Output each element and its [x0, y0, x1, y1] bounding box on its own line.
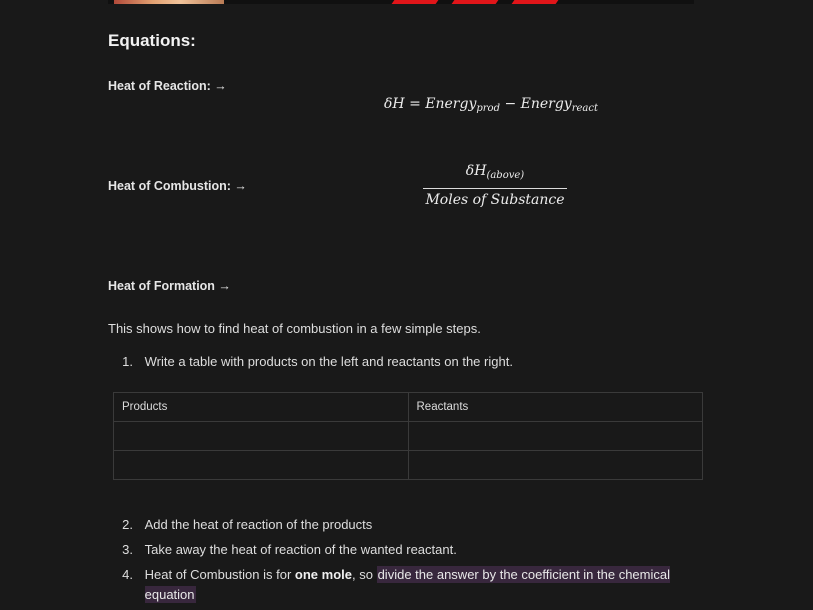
list-item [108, 352, 688, 372]
heat-of-combustion-fraction [420, 162, 570, 209]
banner-stripe [452, 0, 499, 4]
products-header[interactable]: Products [114, 393, 409, 422]
numerator-subscript: (above) [486, 170, 525, 181]
delta-h-symbol: δH [384, 96, 405, 112]
list-item [108, 540, 688, 560]
list-item [108, 565, 688, 605]
table-cell[interactable] [408, 451, 703, 480]
fraction-bar [423, 188, 567, 189]
heat-of-reaction-label: Heat of Reaction: → [108, 79, 227, 93]
table-cell[interactable] [114, 422, 409, 451]
react-subscript: react [571, 103, 598, 114]
minus-sign: − [504, 96, 517, 112]
equals-sign: = [409, 96, 421, 112]
reactants-header[interactable]: Reactants [408, 393, 703, 422]
numerator-delta-h: δH [465, 163, 487, 179]
list-item-text: Add the heat of reaction of the products [144, 517, 373, 532]
text-run: Heat of Combustion is for [144, 567, 295, 582]
table-header-row [114, 393, 703, 422]
list-item-text: Take away the heat of reaction of the wanted reactant. [144, 542, 457, 557]
fraction-numerator [420, 162, 570, 187]
list-number: 1. [122, 354, 133, 369]
header-banner-image [108, 0, 694, 4]
highlighted-text: divide the answer by the coefficient in the chemical equation [144, 567, 671, 602]
heat-of-formation-label: Heat of Formation → [108, 279, 231, 293]
table-cell[interactable] [114, 451, 409, 480]
list-item [108, 515, 688, 535]
table-cell[interactable] [408, 422, 703, 451]
list-number: 3. [122, 542, 133, 557]
table-row [114, 422, 703, 451]
bold-text: one mole [294, 567, 352, 582]
banner-stripe [392, 0, 439, 4]
energy-term: Energy [520, 96, 572, 112]
energy-term: Energy [425, 96, 477, 112]
prod-subscript: prod [476, 103, 500, 114]
products-reactants-table[interactable] [113, 392, 703, 480]
table-row [114, 451, 703, 480]
list-number: 4. [122, 567, 133, 582]
equations-heading: Equations: [108, 31, 196, 50]
list-item-text [137, 565, 682, 605]
heat-of-combustion-label: Heat of Combustion: → [108, 179, 247, 193]
banner-face-image [114, 0, 224, 4]
heat-of-reaction-equation [384, 96, 598, 114]
list-item-text: Write a table with products on the left and reactants on the right. [144, 354, 513, 369]
text-run: , so [352, 567, 377, 582]
intro-paragraph: This shows how to find heat of combustion in a few simple steps. [108, 321, 481, 336]
list-number: 2. [122, 517, 133, 532]
fraction-denominator: Moles of Substance [425, 192, 565, 208]
banner-stripe [512, 0, 559, 4]
